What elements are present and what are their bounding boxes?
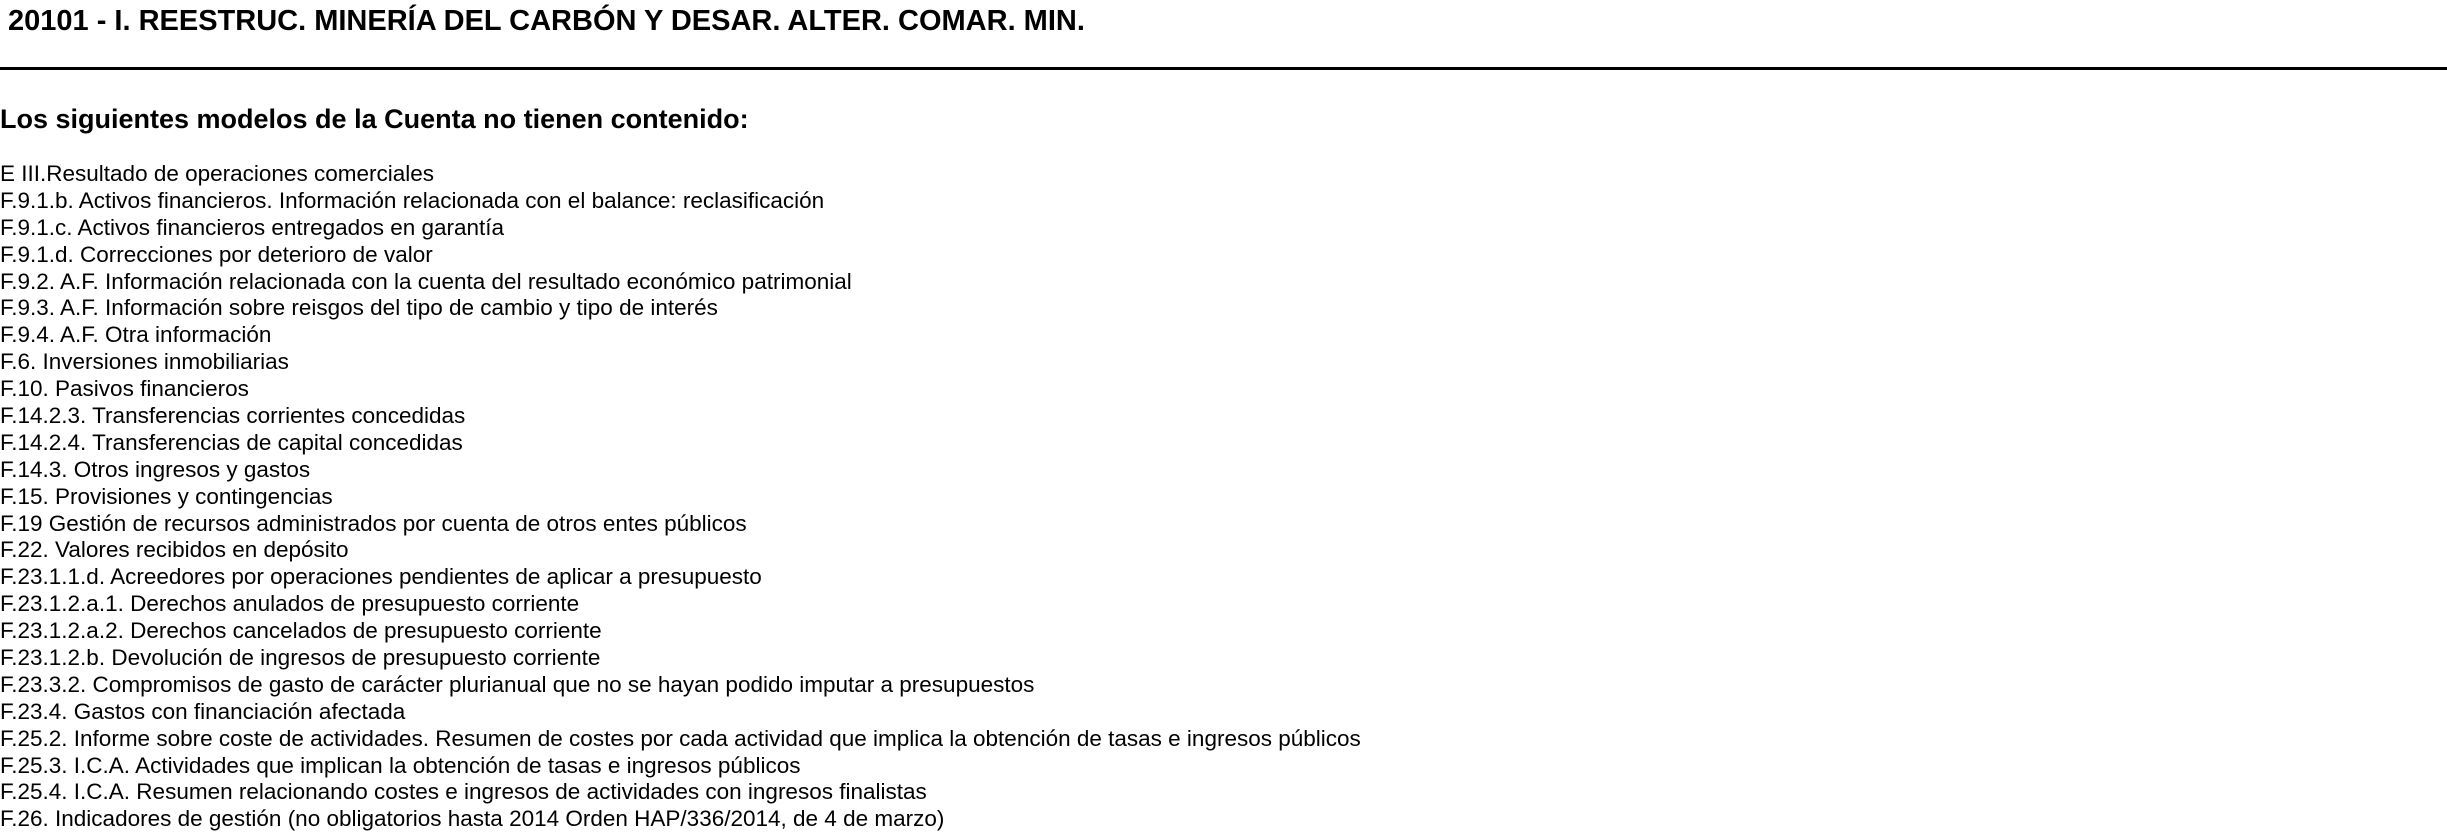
list-item: F.23.4. Gastos con financiación afectada	[0, 698, 406, 724]
list-item: F.26. Indicadores de gestión (no obligatorios hasta 2014 Orden HAP/336/2014, de 4 de marzo)	[0, 806, 945, 832]
list-item: E III.Resultado de operaciones comerciales	[0, 161, 434, 186]
list-item: F.9.1.b. Activos financieros. Información relacionada con el balance: reclasificación	[0, 187, 825, 213]
list-item: F.23.1.2.a.2. Derechos cancelados de presupuesto corriente	[0, 618, 602, 644]
list-item: F.23.1.2.a.1. Derechos anulados de presupuesto corriente	[0, 591, 580, 617]
empty-models-list	[0, 161, 1361, 833]
list-item: F.9.1.c. Activos financieros entregados en garantía	[0, 214, 505, 240]
list-item: F.14.2.3. Transferencias corrientes concedidas	[0, 403, 466, 429]
list-item: F.6. Inversiones inmobiliarias	[0, 349, 289, 375]
list-item: F.23.1.2.b. Devolución de ingresos de presupuesto corriente	[0, 645, 601, 671]
list-item: F.23.1.1.d. Acreedores por operaciones pendientes de aplicar a presupuesto	[0, 564, 762, 590]
list-item: F.9.1.d. Correcciones por deterioro de valor	[0, 241, 433, 267]
list-item: F.9.4. A.F. Otra información	[0, 322, 272, 348]
list-item: F.25.2. Informe sobre coste de actividades. Resumen de costes por cada actividad que implica la obtención de tasas e ingresos públicos	[0, 725, 1361, 751]
list-item: F.22. Valores recibidos en depósito	[0, 537, 349, 563]
list-item: F.15. Provisiones y contingencias	[0, 483, 333, 509]
list-item: F.19 Gestión de recursos administrados por cuenta de otros entes públicos	[0, 510, 747, 536]
list-item: F.9.2. A.F. Información relacionada con la cuenta del resultado económico patrimonial	[0, 268, 852, 294]
list-item: F.25.3. I.C.A. Actividades que implican la obtención de tasas e ingresos públicos	[0, 752, 801, 778]
list-item: F.10. Pasivos financieros	[0, 376, 249, 402]
title-divider	[0, 67, 2447, 70]
section-heading: Los siguientes modelos de la Cuenta no tienen contenido:	[0, 104, 749, 134]
page-title: 20101 - I. REESTRUC. MINERÍA DEL CARBÓN Y DESAR. ALTER. COMAR. MIN.	[8, 5, 1085, 37]
list-item: F.9.3. A.F. Información sobre reisgos del tipo de cambio y tipo de interés	[0, 295, 718, 321]
list-item: F.25.4. I.C.A. Resumen relacionando costes e ingresos de actividades con ingresos finalistas	[0, 779, 927, 805]
list-item: F.14.3. Otros ingresos y gastos	[0, 456, 311, 482]
list-item: F.14.2.4. Transferencias de capital concedidas	[0, 429, 463, 455]
list-item: F.23.3.2. Compromisos de gasto de carácter plurianual que no se hayan podido imputar a presupuestos	[0, 671, 1035, 697]
